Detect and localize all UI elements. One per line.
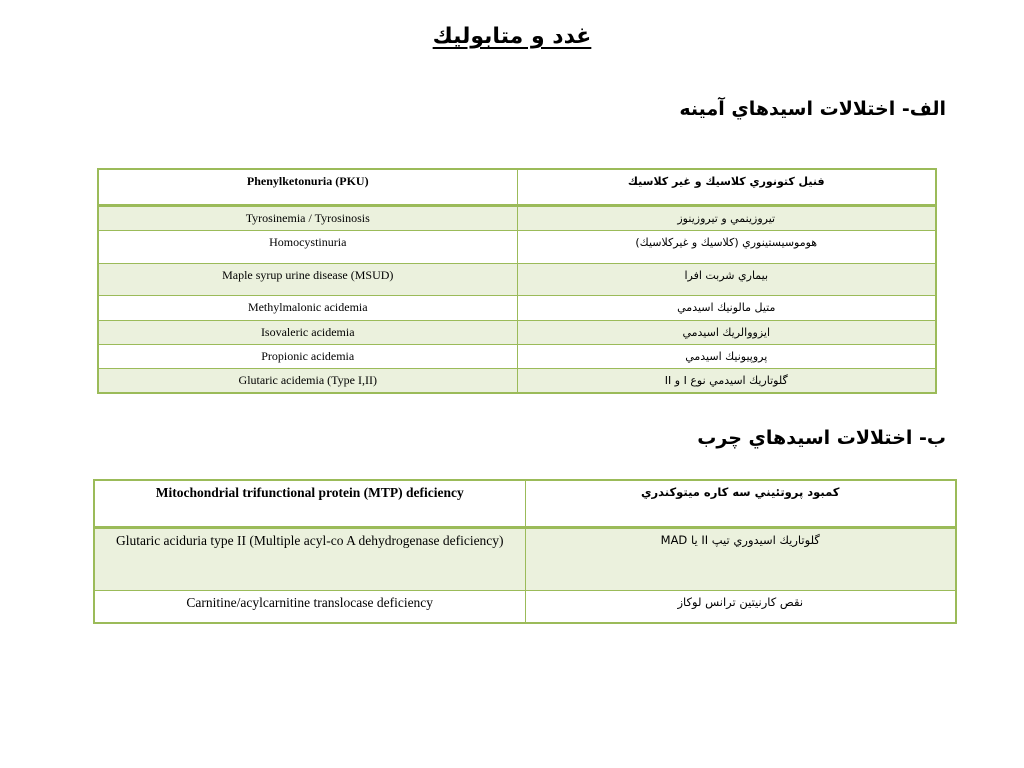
table-row: [98, 295, 936, 320]
disorder-name-fa: تيروزينمي و تيروزينوز: [517, 205, 936, 230]
disorder-name-fa: گلوتاريك اسيدوري تيپ II يا MAD: [525, 527, 956, 590]
table-row: [98, 263, 936, 295]
table-row: [98, 169, 936, 205]
table-row: [94, 480, 956, 527]
disorder-name-fa: فنيل كتونوري كلاسيك و غير كلاسيك: [517, 169, 936, 205]
disorder-name-fa: متيل مالونيك اسيدمي: [517, 295, 936, 320]
section-heading-amino-acids: الف- اختلالات اسيدهاي آمينه: [679, 98, 946, 120]
disorder-name-en: Maple syrup urine disease (MSUD): [98, 263, 517, 295]
disorder-name-en: Homocystinuria: [98, 230, 517, 263]
disorder-name-fa: نقص كارنيتين ترانس لوكاز: [525, 590, 956, 623]
fatty-acid-disorders-table: [93, 479, 957, 624]
disorder-name-fa: بيماري شربت افرا: [517, 263, 936, 295]
disorder-name-en: Tyrosinemia / Tyrosinosis: [98, 205, 517, 230]
table-row: [98, 230, 936, 263]
amino-acid-disorders-table: [97, 168, 937, 394]
table-row: [94, 527, 956, 590]
section-heading-fatty-acids: ب- اختلالات اسيدهاي چرب: [697, 427, 946, 449]
disorder-name-en: Propionic acidemia: [98, 344, 517, 368]
disorder-name-en: Methylmalonic acidemia: [98, 295, 517, 320]
disorder-name-en: Phenylketonuria (PKU): [98, 169, 517, 205]
table-row: [98, 320, 936, 344]
table-row: [98, 205, 936, 230]
table-row: [94, 590, 956, 623]
disorder-name-fa: ايزووالريك اسيدمي: [517, 320, 936, 344]
disorder-name-fa: پروپيونيك اسيدمي: [517, 344, 936, 368]
disorder-name-en: Glutaric acidemia (Type I,II): [98, 368, 517, 393]
disorder-name-en: Isovaleric acidemia: [98, 320, 517, 344]
disorder-name-en: Carnitine/acylcarnitine translocase deficiency: [94, 590, 525, 623]
table-row: [98, 344, 936, 368]
page-title: غدد و متابوليك: [432, 24, 592, 49]
disorder-name-fa: كمبود پروتئيني سه كاره ميتوكندري: [525, 480, 956, 527]
table-row: [98, 368, 936, 393]
disorder-name-fa: هوموسيستينوري (كلاسيك و غيركلاسيك): [517, 230, 936, 263]
disorder-name-en: Glutaric aciduria type II (Multiple acyl-co A dehydrogenase deficiency): [94, 527, 525, 590]
disorder-name-fa: گلوتاريك اسيدمي نوع I و II: [517, 368, 936, 393]
disorder-name-en: Mitochondrial trifunctional protein (MTP) deficiency: [94, 480, 525, 527]
